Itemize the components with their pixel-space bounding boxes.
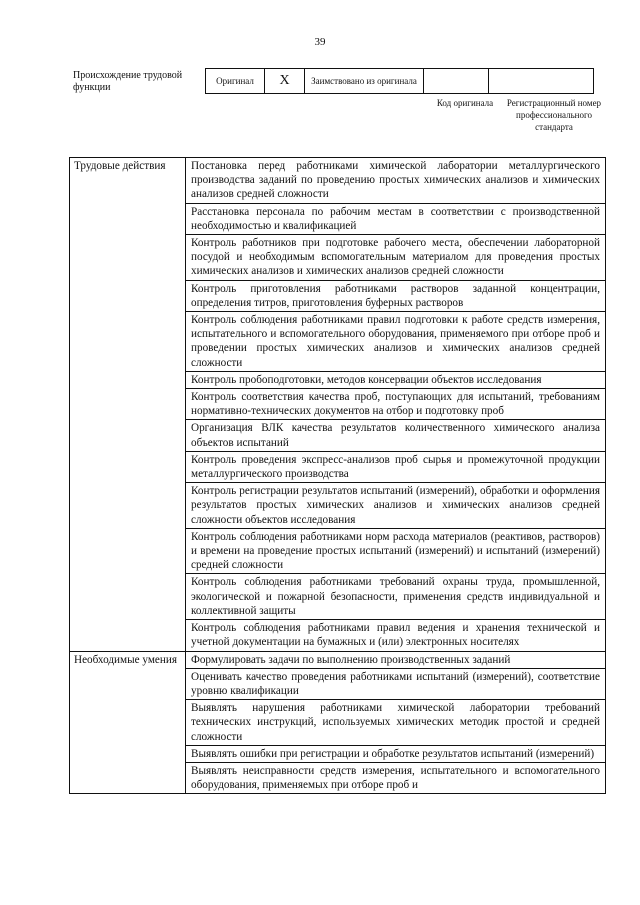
section-item: Контроль соблюдения работниками правил подготовки к работе средств измерения, испытательного и вспомогательного оборудования, применяемого при отборе проб и проведении простых химических анализов и химических анализов средней сложности — [186, 312, 606, 372]
section-item: Организация ВЛК качества результатов количественного химического анализа объектов испытаний — [186, 420, 606, 451]
section-heading: Необходимые умения — [70, 651, 186, 794]
origin-table — [205, 68, 594, 94]
function-table — [69, 157, 606, 794]
section-item: Контроль пробоподготовки, методов консервации объектов исследования — [186, 371, 606, 388]
original-mark: X — [265, 69, 305, 94]
section-item: Контроль проведения экспресс-анализов проб сырья и промежуточной продукции металлургического производства — [186, 451, 606, 482]
table-row — [70, 158, 606, 204]
section-item: Контроль соответствия качества проб, поступающих для испытаний, требованиям нормативно-технических документов на отбор и подготовку проб — [186, 389, 606, 420]
section-item: Контроль соблюдения работниками требований охраны труда, промышленной, экологической и пожарной безопасности, применения средств индивидуальной и коллективной защиты — [186, 574, 606, 620]
code-cell — [424, 69, 489, 94]
reg-number-caption: Регистрационный номер профессионального стандарта — [506, 98, 602, 132]
origin-row — [206, 69, 594, 94]
table-row — [70, 651, 606, 668]
section-heading: Трудовые действия — [70, 158, 186, 652]
section-item: Выявлять неисправности средств измерения, испытательного и вспомогательного оборудования, применяемых при отборе проб и — [186, 762, 606, 793]
section-item: Постановка перед работниками химической лаборатории металлургического производства заданий по проведению простых химических анализов и химических анализов средней сложности — [186, 158, 606, 204]
function-table-body — [70, 158, 606, 794]
reg-number-cell — [489, 69, 594, 94]
original-cell: Оригинал — [206, 69, 265, 94]
section-item: Контроль регистрации результатов испытаний (измерений), обработки и оформления результатов простых химических анализов и химических анализов средней сложности объектов исследования — [186, 483, 606, 529]
section-item: Выявлять нарушения работниками химической лаборатории требований технических инструкций, используемых химических методик простой и средней сложности — [186, 700, 606, 746]
code-caption: Код оригинала — [436, 98, 494, 108]
section-item: Контроль соблюдения работниками правил ведения и хранения технической и учетной документации на бумажных и (или) электронных носителях — [186, 620, 606, 651]
section-item: Выявлять ошибки при регистрации и обработке результатов испытаний (измерений) — [186, 745, 606, 762]
section-item: Оценивать качество проведения работниками испытаний (измерений), соответствие уровню квалификации — [186, 668, 606, 699]
section-item: Расстановка персонала по рабочим местам в соответствии с производственной необходимостью и квалификацией — [186, 203, 606, 234]
section-item: Контроль соблюдения работниками норм расхода материалов (реактивов, растворов) и времени на проведение простых испытаний (измерений) и испытаний (измерений) средней сложности — [186, 528, 606, 574]
section-item: Формулировать задачи по выполнению производственных заданий — [186, 651, 606, 668]
origin-label: Происхождение трудовой функции — [73, 70, 183, 93]
section-item: Контроль приготовления работниками растворов заданной концентрации, определения титров, приготовления буферных растворов — [186, 280, 606, 311]
section-item: Контроль работников при подготовке рабочего места, обеспечении лабораторной посудой и необходимым вспомогательным материалом для проведения простых химических анализов и химических анализов средней сложности — [186, 235, 606, 281]
page-number: 39 — [314, 36, 326, 48]
borrowed-cell: Заимствовано из оригинала — [305, 69, 424, 94]
